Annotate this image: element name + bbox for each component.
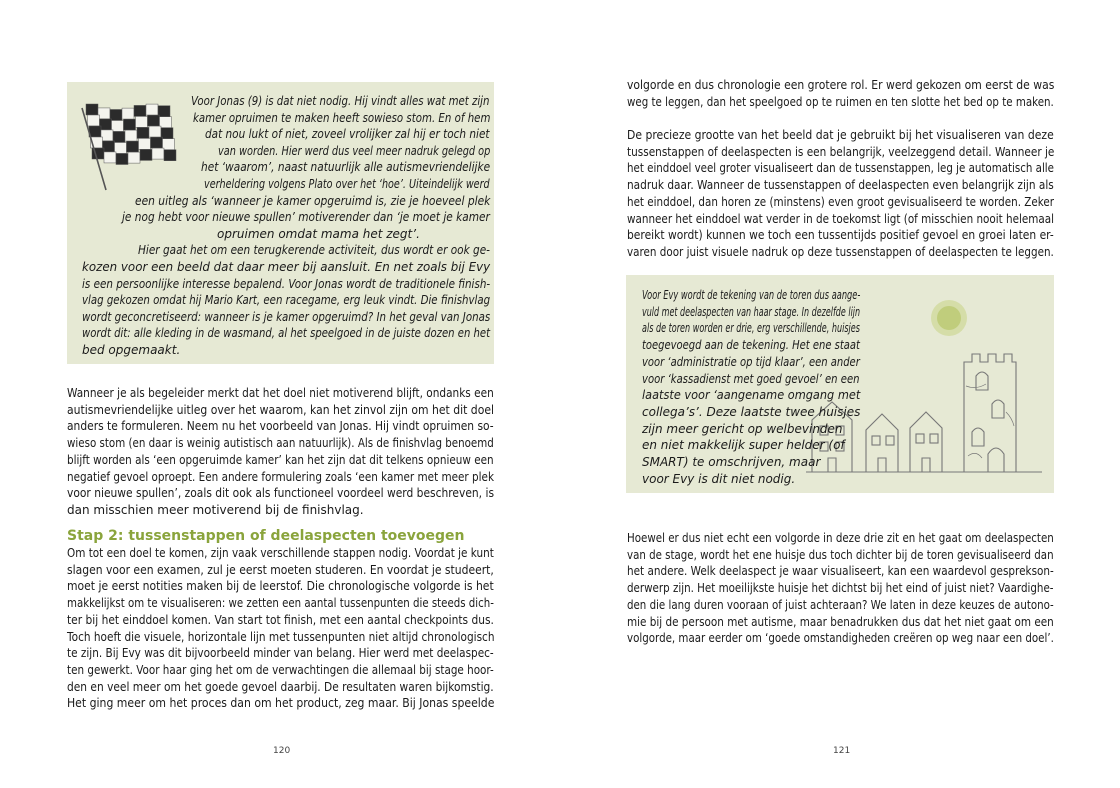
text-line: anders te formuleren. Neem nu het voorbeeld van Jonas. Hij vindt opruimen so- <box>67 419 494 434</box>
page-number-right: 121 <box>833 746 851 756</box>
text-line: wordt dit: alle kleding in de wasmand, al het speelgoed in de juiste dozen en het <box>82 326 491 341</box>
text-line: bereikt wordt) kunnen we toch een tussentijds positief gevoel en groei laten er- <box>627 228 1054 243</box>
text-line: dan misschien meer motiverend bij de finishvlag. <box>67 502 364 517</box>
text-line: Voor Jonas (9) is dat niet nodig. Hij vindt alles wat met zijn <box>191 94 490 108</box>
text-line: makkelijkst om te visualiseren: we zetten een aantal tussenpunten die steeds dich- <box>67 596 494 611</box>
checkered-flag-icon <box>74 94 194 194</box>
section-heading: Stap 2: tussenstappen of deelaspecten toevoegen <box>67 528 465 544</box>
text-line: van de stage, wordt het ene huisje dus toch dichter bij de toren gevisualiseerd dan <box>627 547 1054 562</box>
text-line: Wanneer je als begeleider merkt dat het doel niet motiverend blijft, ondanks een <box>67 386 494 400</box>
text-line: Toch hoeft die visuele, horizontale lijn met tussenpunten niet altijd chronologisch <box>67 629 495 644</box>
text-line: het einddoel, dan horen ze (minstens) even groot gevisualiseerd te worden. Zeker <box>627 194 1055 209</box>
text-line: Om tot een doel te komen, zijn vaak verschillende stappen nodig. Voordat je kunt <box>67 546 494 560</box>
text-line: blijft worden als ‘een opgeruimde kamer’ kan het zijn dat dit telkens opnieuw een <box>67 452 494 467</box>
text-line: kozen voor een beeld dat daar meer bij aansluit. En net zoals bij Evy <box>82 260 491 274</box>
text-line: te zijn. Bij Evy was dit bijvoorbeeld minder van belang. Hier werd met deelaspec- <box>67 646 494 661</box>
text-line: vlag gekozen omdat hij Mario Kart, een racegame, erg leuk vindt. Die finishvlag <box>82 293 491 308</box>
text-line: van worden. Hier werd dus veel meer nadruk gelegd op <box>218 143 491 158</box>
text-line: als de toren worden er drie, erg verschillende, huisjes <box>642 321 860 336</box>
text-line: wanneer het einddoel wat verder in de toekomst ligt (of misschien nooit helemaal <box>627 211 1055 226</box>
text-line: moet je eerst notities maken bij de leerstof. Die chronologische volgorde is het <box>67 579 494 594</box>
text-line: Hoewel er dus niet echt een volgorde in deze drie zit en het gaat om deelaspecten <box>627 531 1054 545</box>
text-line: derwerp zijn. Het moeilijkste huisje het dichtst bij het eind of juist niet? Vaardighe- <box>627 581 1054 596</box>
text-line: dat nou lukt of niet, zoveel vrolijker zal hij er toch niet <box>205 127 490 142</box>
text-line: weg te leggen, dan het speelgoed op te ruimen en ten slotte het bed op te maken. <box>627 94 1054 109</box>
sun-icon <box>928 297 970 339</box>
text-line: den die lang duren vooraan of juist achteraan? We laten in deze keuzes de autono- <box>627 597 1054 612</box>
text-line: wordt geconcretiseerd: wanneer is je kamer opgeruimd? In het geval van Jonas <box>82 309 491 324</box>
text-line: zijn meer gericht op welbevinden <box>642 421 843 436</box>
right-page <box>560 0 1120 788</box>
text-line: het andere. Welk deelaspect je waar visualiseert, kan een waardevol gesprekson- <box>627 564 1054 579</box>
text-line: Het ging meer om het proces dan om het product, zeg maar. Bij Jonas speelde <box>67 696 495 711</box>
text-line: voor ‘kassadienst met goed gevoel’ en een <box>642 371 860 386</box>
text-line: en niet makkelijk super helder (of <box>642 438 845 453</box>
text-line: opruimen omdat mama het zegt’. <box>217 226 420 241</box>
text-line: verheldering volgens Plato over het ‘hoe’. Uiteindelijk werd <box>204 177 490 191</box>
text-line: kamer opruimen te maken heeft sowieso stom. En of hem <box>193 110 491 125</box>
text-line: collega’s’. Deze laatste twee huisjes <box>642 404 861 419</box>
text-line: het einddoel veel groter visualiseert dan de tussenstappen, leg je automatisch alle <box>627 161 1054 176</box>
text-line: toegevoegd aan de tekening. Het ene staat <box>642 338 860 353</box>
text-line: het ‘waarom’, naast natuurlijk alle autismevriendelijke <box>201 160 491 175</box>
text-line: SMART) te omschrijven, maar <box>642 455 821 469</box>
text-line: bed opgemaakt. <box>82 343 181 357</box>
text-line: mie bij de persoon met autisme, maar benadrukken dus dat het niet gaat om een <box>627 614 1054 629</box>
text-line: den en veel meer om het goede gevoel daarbij. De resultaten waren bijkomstig. <box>67 679 494 694</box>
text-line: vuld met deelaspecten van haar stage. In dezelfde lijn <box>642 304 861 319</box>
text-line: De precieze grootte van het beeld dat je gebruikt bij het visualiseren van deze <box>627 128 1054 142</box>
text-line: negatief gevoel oproept. Een andere formulering zoals ‘een kamer met meer plek <box>67 469 494 484</box>
text-line: voor nieuwe spullen’, zoals dit ook als functioneel voordeel werd beschreven, is <box>67 486 495 501</box>
text-line: varen door juist visuele nadruk op deze tussenstappen of deelaspecten te leggen. <box>627 244 1054 259</box>
text-line: tussenstappen of deelaspecten is een belangrijk, veelzeggend detail. Wanneer je <box>627 144 1055 159</box>
page-number-left: 120 <box>273 746 291 756</box>
text-line: Voor Evy wordt de tekening van de toren dus aange- <box>642 288 861 302</box>
text-line: volgorde en dus chronologie een grotere rol. Er werd gekozen om eerst de was <box>627 78 1055 92</box>
text-line: volgorde, maar eerder om ‘goede omstandigheden creëren op weg naar een doel’. <box>627 631 1054 646</box>
text-line: laatste voor ‘aangename omgang met <box>642 388 861 403</box>
text-line: voor ‘administratie op tijd klaar’, een ander <box>642 354 860 369</box>
text-line: ten gewerkt. Voor haar ging het om de verwachtingen die allemaal bij stage hoor- <box>67 662 494 677</box>
text-line: slagen voor een examen, zul je eerst moeten studeren. En voordat je studeert, <box>67 562 494 577</box>
text-line: wieso stom (en daar is weinig autistisch aan natuurlijk). Als de finishvlag benoemd <box>67 436 494 451</box>
text-line: een uitleg als ‘wanneer je kamer opgeruimd is, zie je hoeveel plek <box>135 193 491 208</box>
text-line: nadruk daar. Wanneer de tussenstappen of deelaspecten even belangrijk zijn als <box>627 178 1054 193</box>
text-line: je nog hebt voor nieuwe spullen’ motiverender dan ‘je moet je kamer <box>122 210 490 225</box>
text-line: ter bij het einddoel komen. Van start tot finish, met een aantal checkpoints dus. <box>67 612 494 627</box>
text-line: autismevriendelijke uitleg over het waarom, kan het zinvol zijn om het dit doel <box>67 402 495 417</box>
text-line: Hier gaat het om een terugkerende activiteit, dus wordt er ook ge- <box>138 243 490 258</box>
text-line: is een persoonlijke interesse bepalend. Voor Jonas wordt de traditionele finish- <box>82 276 491 291</box>
text-line: voor Evy is dit niet nodig. <box>642 471 796 486</box>
